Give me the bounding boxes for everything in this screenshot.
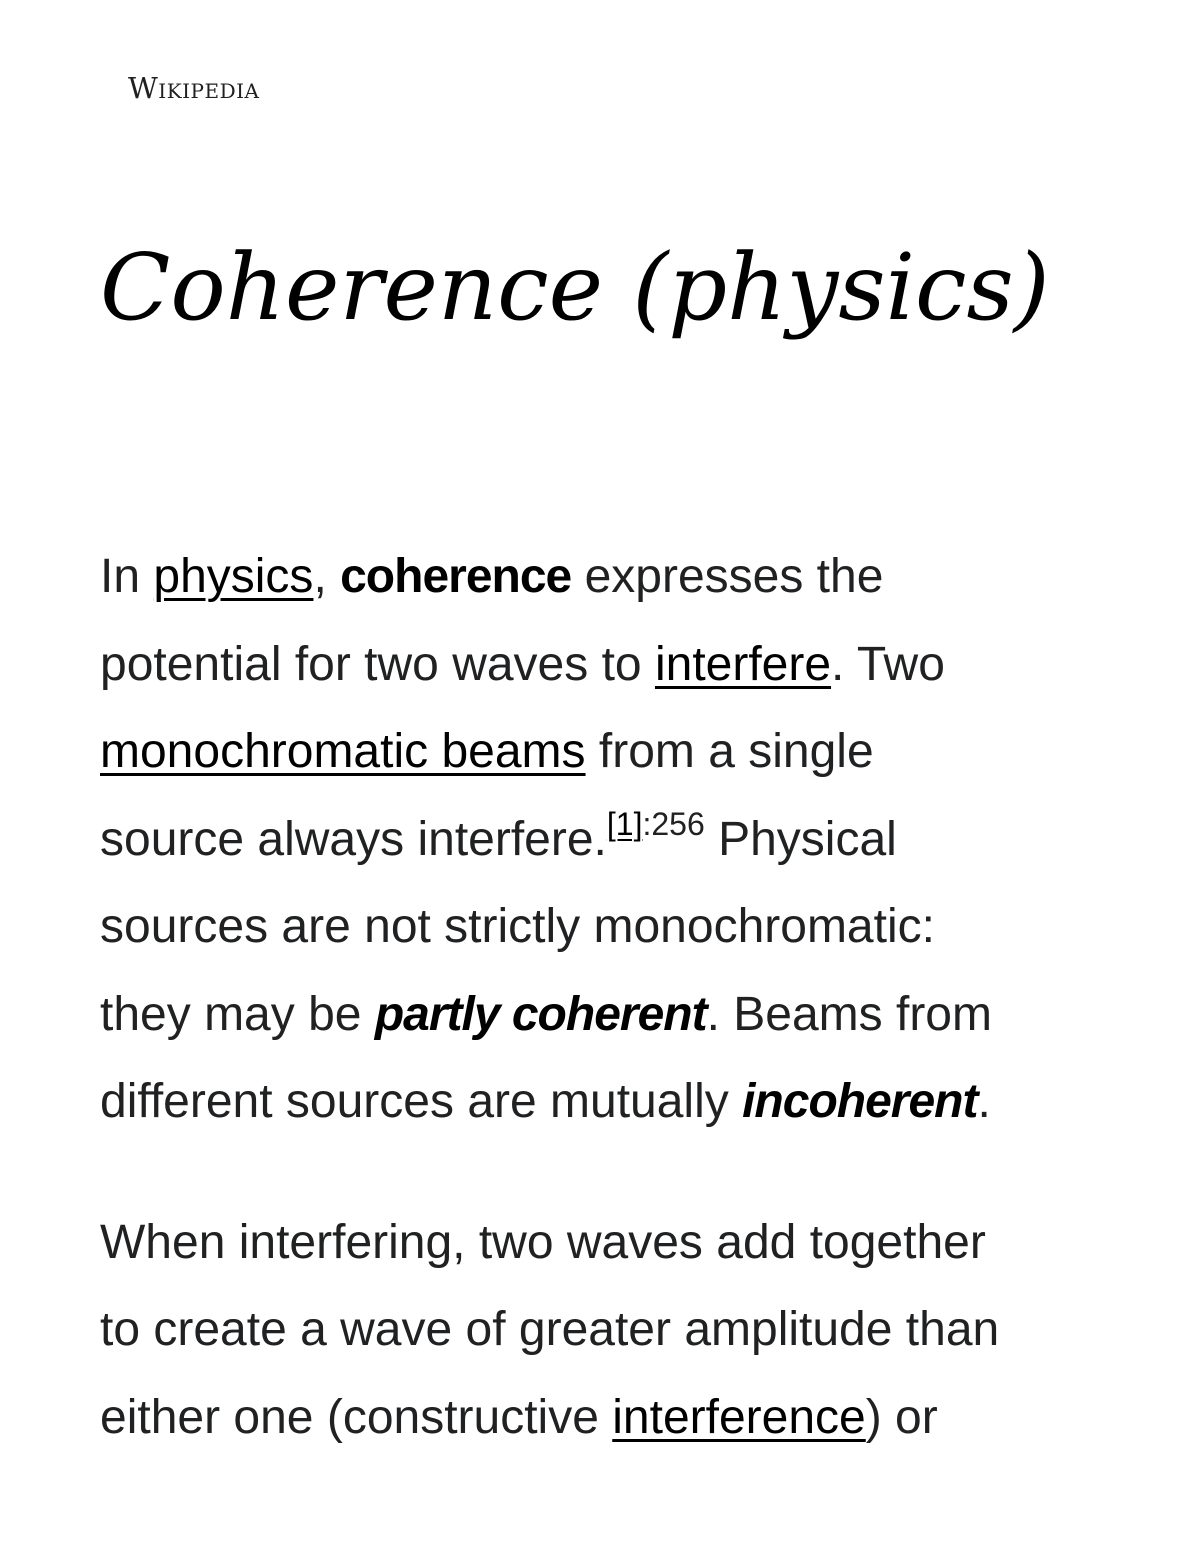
- citation-reference: [607, 806, 705, 842]
- text-run: . Two: [831, 637, 945, 691]
- text-line: [100, 1058, 1100, 1146]
- text-run: different sources are mutually: [100, 1075, 743, 1128]
- text-line: [100, 1286, 1100, 1374]
- text-run: from a single: [585, 725, 874, 778]
- text-run: . Beams from: [706, 987, 992, 1041]
- text-run: .: [977, 1075, 991, 1128]
- text-run: potential for two waves to: [100, 637, 655, 691]
- text-line: [100, 621, 1100, 709]
- text-run: they may be: [100, 987, 375, 1041]
- link-interfere[interactable]: interfere: [654, 637, 832, 691]
- text-run: expresses the: [571, 550, 884, 603]
- text-line: [100, 796, 1100, 884]
- text-line: [100, 1199, 1100, 1287]
- wikipedia-wordmark[interactable]: Wikipedia: [128, 71, 260, 105]
- text-line: [100, 533, 1100, 621]
- paragraph-interference: [100, 1199, 1100, 1462]
- term-incoherent: incoherent: [742, 1075, 978, 1128]
- text-run: sources are not strictly monochromatic:: [100, 900, 935, 953]
- text-run: ,: [313, 550, 341, 603]
- text-line: [100, 883, 1100, 971]
- citation-page: :256: [642, 805, 705, 842]
- text-run: ) or: [865, 1390, 938, 1444]
- link-physics[interactable]: physics: [153, 550, 314, 603]
- text-run: either one (constructive: [100, 1390, 613, 1444]
- text-run: In: [100, 550, 154, 603]
- text-run: Physical: [704, 812, 897, 866]
- paragraph-intro: [100, 533, 1100, 1146]
- term-partly-coherent: partly coherent: [374, 987, 707, 1041]
- link-interference[interactable]: interference: [612, 1390, 866, 1444]
- text-run: to create a wave of greater amplitude than: [100, 1303, 1000, 1356]
- text-line: [100, 1374, 1100, 1462]
- citation-link-1[interactable]: [1]: [606, 805, 643, 842]
- text-run: When interfering, two waves add together: [100, 1215, 986, 1269]
- text-run: source always interfere.: [100, 812, 607, 866]
- link-monochromatic-beams[interactable]: monochromatic beams: [100, 725, 586, 778]
- page-title: Coherence (physics): [100, 234, 1050, 341]
- term-coherence: coherence: [340, 550, 572, 603]
- text-line: [100, 971, 1100, 1059]
- article-body: [100, 533, 1100, 1461]
- text-line: [100, 708, 1100, 796]
